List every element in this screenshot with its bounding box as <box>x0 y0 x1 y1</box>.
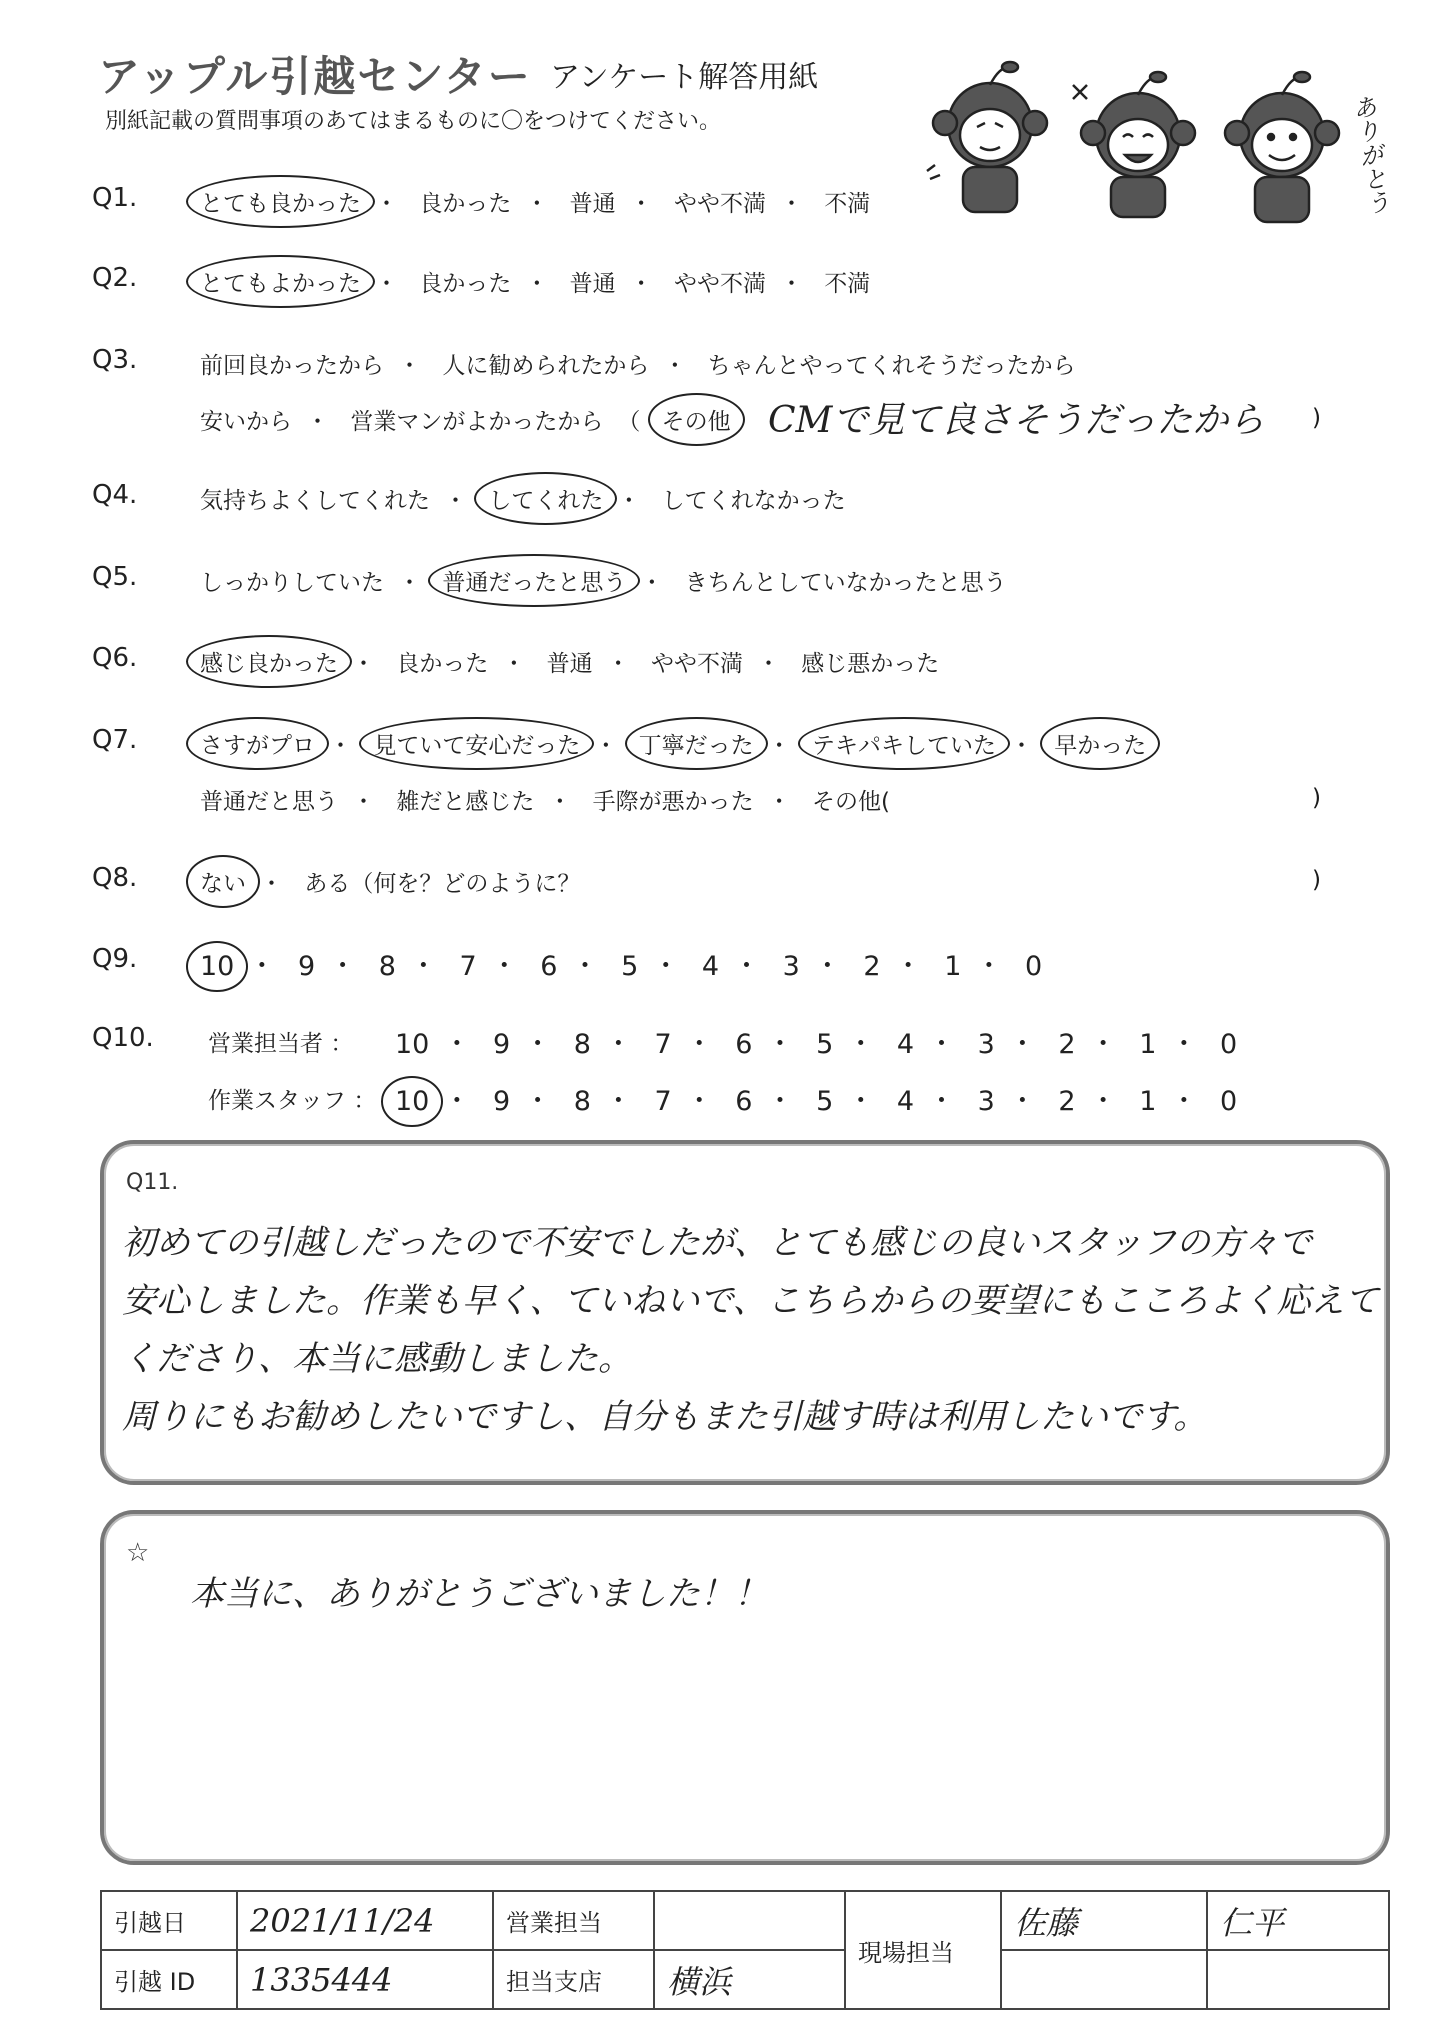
q10-sales-scale: 10 ・ 9 ・ 8 ・ 7 ・ 6 ・ 5 ・ 4 ・ 3 ・ 2 ・ 1 ・ 0 <box>395 1029 1238 1060</box>
form-subtitle: アンケート解答用紙 <box>550 60 819 95</box>
q1-option-selected[interactable]: とても良かった <box>200 185 361 218</box>
q1-options: とても良かった ・ 良かった ・ 普通 ・ やや不満 ・ 不満 <box>200 185 870 218</box>
site-staff-empty-cell[interactable] <box>1001 1950 1207 2009</box>
q1-option[interactable]: 不満 <box>824 191 871 217</box>
sales-rep-label: 営業担当 <box>493 1891 654 1950</box>
site-staff-label: 現場担当 <box>845 1891 1001 2009</box>
q6-label: Q6. <box>92 643 138 673</box>
q4-option-selected[interactable]: してくれた <box>488 482 603 515</box>
q5-option[interactable]: きちんとしていなかったと思う <box>684 570 1007 596</box>
thanks-vertical-text: ありがとう <box>1346 93 1392 217</box>
q11-comment-line: くださり、本当に感動しました。 <box>122 1339 632 1379</box>
q10-staff-score[interactable]: 0 <box>1219 1086 1238 1117</box>
q10-sales-score[interactable]: 9 <box>492 1029 511 1060</box>
q8-option-some[interactable]: ある（何を？どのように？ <box>304 871 581 897</box>
q11-label: Q11. <box>126 1170 179 1195</box>
q10-staff-score[interactable]: 9 <box>492 1086 511 1117</box>
q9-score[interactable]: 5 <box>621 951 639 982</box>
q2-option[interactable]: 不満 <box>824 271 871 297</box>
monkey-laughing-icon <box>1073 72 1195 217</box>
q7-option[interactable]: 手際が悪かった <box>592 789 754 815</box>
q7-option-selected[interactable]: 見ていて安心だった <box>373 727 580 760</box>
q10-sales-score[interactable]: 4 <box>896 1029 915 1060</box>
q3-options-line2: 安いから ・ 営業マンがよかったから （ その他 <box>200 403 731 436</box>
q3-option[interactable]: 人に勧められたから <box>442 353 650 379</box>
q2-option-selected[interactable]: とてもよかった <box>200 265 361 298</box>
q3-option-other-selected[interactable]: その他 <box>662 403 731 436</box>
q4-option[interactable]: 気持ちよくしてくれた <box>200 488 430 514</box>
q1-option[interactable]: 良かった <box>419 191 512 217</box>
q10-staff-score[interactable]: 8 <box>573 1086 591 1117</box>
q2-option[interactable]: 良かった <box>419 271 512 297</box>
q10-sales-score[interactable]: 2 <box>1058 1029 1076 1060</box>
q10-staff-score-selected[interactable]: 10 <box>395 1086 430 1117</box>
q9-score[interactable]: 2 <box>863 951 881 982</box>
q10-sales-score[interactable]: 1 <box>1139 1029 1157 1060</box>
q10-staff-score[interactable]: 6 <box>735 1086 753 1117</box>
q7-options-line1: さすがプロ ・ 見ていて安心だった ・ 丁寧だった ・ テキパキしていた ・ 早かった <box>200 727 1146 760</box>
site-staff-2[interactable]: 仁平 <box>1207 1891 1389 1950</box>
q9-score[interactable]: 0 <box>1024 951 1043 982</box>
q7-option[interactable]: 普通だと思う <box>200 789 338 815</box>
brand-title: アップル引越センター <box>98 52 532 101</box>
site-staff-empty-cell[interactable] <box>1207 1950 1389 2009</box>
q7-option-selected[interactable]: 丁寧だった <box>639 727 754 760</box>
q7-close-paren: ) <box>1312 785 1321 811</box>
q2-option[interactable]: やや不満 <box>673 271 766 297</box>
q5-option[interactable]: しっかりしていた <box>200 570 384 596</box>
q3-options-line1: 前回良かったから ・ 人に勧められたから ・ ちゃんとやってくれそうだったから <box>200 347 1076 380</box>
q10-staff-score[interactable]: 3 <box>977 1086 995 1117</box>
q6-option[interactable]: 感じ悪かった <box>801 651 940 677</box>
q4-option[interactable]: してくれなかった <box>661 488 846 514</box>
q7-option-selected[interactable]: さすがプロ <box>200 727 315 760</box>
q8-options: ない ・ ある（何を？どのように？ <box>200 865 580 898</box>
q5-options: しっかりしていた ・ 普通だったと思う ・ きちんとしていなかったと思う <box>200 564 1007 597</box>
q10-staff-score[interactable]: 7 <box>654 1086 672 1117</box>
q10-label: Q10. <box>92 1023 154 1053</box>
q10-staff-score[interactable]: 1 <box>1139 1086 1157 1117</box>
q9-score[interactable]: 4 <box>701 951 720 982</box>
branch-value[interactable]: 横浜 <box>654 1950 845 2009</box>
q8-close-paren: ) <box>1312 867 1321 893</box>
q10-sales-score[interactable]: 0 <box>1219 1029 1238 1060</box>
q1-option[interactable]: やや不満 <box>673 191 766 217</box>
monkey-happy-icon <box>1225 72 1339 222</box>
q11-comment-line: 初めての引越しだったので不安でしたが、とても感じの良いスタッフの方々で <box>122 1223 1312 1263</box>
site-staff-1[interactable]: 佐藤 <box>1001 1891 1207 1950</box>
q10-sales-score[interactable]: 8 <box>573 1029 591 1060</box>
q7-option-selected[interactable]: テキパキしていた <box>812 727 996 760</box>
q10-sales-label: 営業担当者 <box>208 1031 323 1057</box>
q1-label: Q1. <box>92 183 138 213</box>
star-icon: ☆ <box>126 1538 150 1568</box>
q3-option[interactable]: 営業マンがよかったから <box>350 409 604 435</box>
q10-colon: ： <box>330 1031 354 1057</box>
q3-close-paren: ) <box>1312 405 1321 431</box>
q2-label: Q2. <box>92 263 138 293</box>
q1-option[interactable]: 普通 <box>569 191 616 217</box>
q10-staff-score[interactable]: 2 <box>1058 1086 1076 1117</box>
q10-sales-score[interactable]: 5 <box>816 1029 834 1060</box>
q3-other-answer[interactable]: CMで見て良さそうだったから <box>768 400 1265 441</box>
q9-scale: 10 ・ 9 ・ 8 ・ 7 ・ 6 ・ 5 ・ 4 ・ 3 ・ 2 ・ 1 ・ 0 <box>200 951 1043 982</box>
q4-label: Q4. <box>92 480 138 510</box>
q11-comment-text <box>122 1214 1379 1446</box>
q9-score[interactable]: 6 <box>540 951 558 982</box>
q10-staff-scale: 10 ・ 9 ・ 8 ・ 7 ・ 6 ・ 5 ・ 4 ・ 3 ・ 2 ・ 1 ・ 0 <box>395 1086 1238 1117</box>
move-date-value[interactable]: 2021/11/24 <box>237 1891 493 1950</box>
q9-score[interactable]: 8 <box>378 951 396 982</box>
q6-option[interactable]: やや不満 <box>650 651 743 677</box>
instruction-text: 別紙記載の質問事項のあてはまるものに〇をつけてください。 <box>105 109 722 134</box>
q7-option-other[interactable]: その他( <box>811 789 890 815</box>
q10-sales-row <box>208 1025 353 1058</box>
q10-staff-label: 作業スタッフ <box>208 1088 346 1114</box>
q9-score[interactable]: 1 <box>944 951 962 982</box>
q7-option-selected[interactable]: 早かった <box>1054 727 1146 760</box>
q4-options: 気持ちよくしてくれた ・ してくれた ・ してくれなかった <box>200 482 846 515</box>
q11-comment-box[interactable] <box>100 1140 1390 1485</box>
q8-label: Q8. <box>92 863 138 893</box>
free-comment-box[interactable] <box>100 1510 1390 1865</box>
q10-sales-score[interactable]: 10 <box>395 1029 430 1060</box>
q9-label: Q9. <box>92 944 138 974</box>
q6-option-selected[interactable]: 感じ良かった <box>200 645 338 678</box>
q11-comment-line: 安心しました。作業も早く、ていねいで、こちらからの要望にもこころよく応えて <box>122 1281 1379 1321</box>
q7-label: Q7. <box>92 725 138 755</box>
footer-info-table <box>100 1890 1390 2010</box>
q10-sales-score[interactable]: 6 <box>735 1029 753 1060</box>
q3-label: Q3. <box>92 345 138 375</box>
monkey-angry-icon <box>927 62 1047 212</box>
monkey-mascots-illustration <box>915 55 1365 225</box>
q2-option[interactable]: 普通 <box>569 271 616 297</box>
q10-staff-score[interactable]: 4 <box>896 1086 915 1117</box>
q6-option[interactable]: 普通 <box>546 651 593 677</box>
q10-staff-row <box>208 1082 376 1115</box>
q9-score[interactable]: 7 <box>459 951 477 982</box>
move-id-value[interactable]: 1335444 <box>237 1950 493 2009</box>
q10-sales-score[interactable]: 7 <box>654 1029 672 1060</box>
q10-colon: ： <box>353 1088 377 1114</box>
q3-option[interactable]: 前回良かったから <box>200 353 384 379</box>
q7-options-line2: 普通だと思う ・ 雑だと感じた ・ 手際が悪かった ・ その他( <box>200 783 890 816</box>
q7-option[interactable]: 雑だと感じた <box>396 789 535 815</box>
q5-label: Q5. <box>92 562 138 592</box>
q11-comment-line: 周りにもお勧めしたいですし、自分もまた引越す時は利用したいです。 <box>122 1397 1208 1437</box>
q9-score[interactable]: 3 <box>782 951 800 982</box>
q10-sales-score[interactable]: 3 <box>977 1029 995 1060</box>
q2-options: とてもよかった ・ 良かった ・ 普通 ・ やや不満 ・ 不満 <box>200 265 870 298</box>
q8-option-none-selected[interactable]: ない <box>200 865 246 898</box>
sales-rep-value[interactable] <box>654 1891 845 1950</box>
q6-options: 感じ良かった ・ 良かった ・ 普通 ・ やや不満 ・ 感じ悪かった <box>200 645 939 678</box>
free-comment-text: 本当に、ありがとうございました！！ <box>190 1574 768 1614</box>
move-date-label: 引越日 <box>101 1891 237 1950</box>
q9-score-selected[interactable]: 10 <box>200 951 235 982</box>
q10-staff-score[interactable]: 5 <box>816 1086 834 1117</box>
q5-option-selected[interactable]: 普通だったと思う <box>442 564 626 597</box>
branch-label: 担当支店 <box>493 1950 654 2009</box>
q6-option[interactable]: 良かった <box>396 651 489 677</box>
q3-option[interactable]: ちゃんとやってくれそうだったから <box>707 353 1076 379</box>
q9-score[interactable]: 9 <box>297 951 316 982</box>
q3-option[interactable]: 安いから <box>200 409 292 435</box>
move-id-label: 引越 ID <box>101 1950 237 2009</box>
